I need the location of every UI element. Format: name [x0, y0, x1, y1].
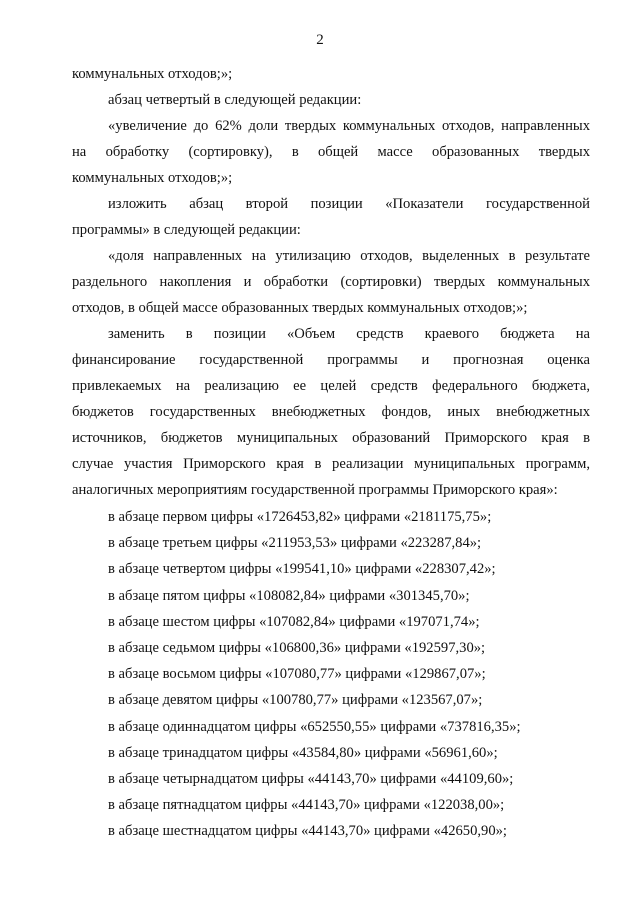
paragraph-line: абзац четвертый в следующей редакции:: [108, 92, 362, 108]
paragraph-line: источников, бюджетов муниципальных образований Приморского края в: [72, 430, 590, 446]
paragraph-line: привлекаемых на реализацию ее целей средств федерального бюджета,: [72, 378, 590, 394]
replacement-list: [108, 504, 588, 844]
list-item: в абзаце пятом цифры «108082,84» цифрами «301345,70»;: [108, 587, 470, 604]
list-item: в абзаце третьем цифры «211953,53» цифрами «223287,84»;: [108, 535, 482, 552]
paragraph-line: изложить абзац второй позиции «Показатели государственной: [108, 196, 590, 212]
paragraph-line: заменить в позиции «Объем средств краевого бюджета на: [108, 326, 590, 342]
paragraph-line: финансирование государственной программы и прогнозная оценка: [72, 352, 590, 368]
paragraph-line: на обработку (сортировку), в общей массе образованных твердых: [72, 144, 590, 160]
list-item: в абзаце седьмом цифры «106800,36» цифрами «192597,30»;: [108, 639, 486, 656]
list-item: в абзаце восьмом цифры «107080,77» цифрами «129867,07»;: [108, 666, 486, 683]
paragraph-line: раздельного накопления и обработки (сортировки) твердых коммунальных: [72, 274, 590, 290]
list-item: в абзаце четырнадцатом цифры «44143,70» цифрами «44109,60»;: [108, 770, 514, 787]
list-item: в абзаце пятнадцатом цифры «44143,70» цифрами «122038,00»;: [108, 797, 505, 814]
paragraph-line: коммунальных отходов;»;: [72, 170, 233, 186]
list-item: в абзаце первом цифры «1726453,82» цифрами «2181175,75»;: [108, 509, 492, 525]
paragraph-line: аналогичных мероприятиям государственной программы Приморского края»:: [72, 482, 558, 498]
paragraph-line: программы» в следующей редакции:: [72, 222, 301, 238]
paragraph-line: «доля направленных на утилизацию отходов, выделенных в результате: [108, 248, 590, 264]
list-item: в абзаце одиннадцатом цифры «652550,55» цифрами «737816,35»;: [108, 718, 521, 735]
list-item: в абзаце шестом цифры «107082,84» цифрами «197071,74»;: [108, 613, 480, 630]
list-item: в абзаце девятом цифры «100780,77» цифрами «123567,07»;: [108, 692, 483, 709]
paragraph-line: коммунальных отходов;»;: [72, 66, 233, 82]
paragraph-line: бюджетов государственных внебюджетных фондов, иных внебюджетных: [72, 404, 590, 420]
list-item: в абзаце тринадцатом цифры «43584,80» цифрами «56961,60»;: [108, 744, 498, 761]
paragraph-line: случае участия Приморского края в реализации муниципальных программ,: [72, 456, 590, 472]
body-text: [72, 61, 590, 503]
paragraph-line: отходов, в общей массе образованных твердых коммунальных отходов;»;: [72, 300, 528, 316]
list-item: в абзаце четвертом цифры «199541,10» цифрами «228307,42»;: [108, 561, 496, 578]
page-number: 2: [316, 32, 324, 48]
list-item: в абзаце шестнадцатом цифры «44143,70» цифрами «42650,90»;: [108, 823, 507, 840]
paragraph-line: «увеличение до 62% доли твердых коммунальных отходов, направленных: [108, 118, 590, 134]
